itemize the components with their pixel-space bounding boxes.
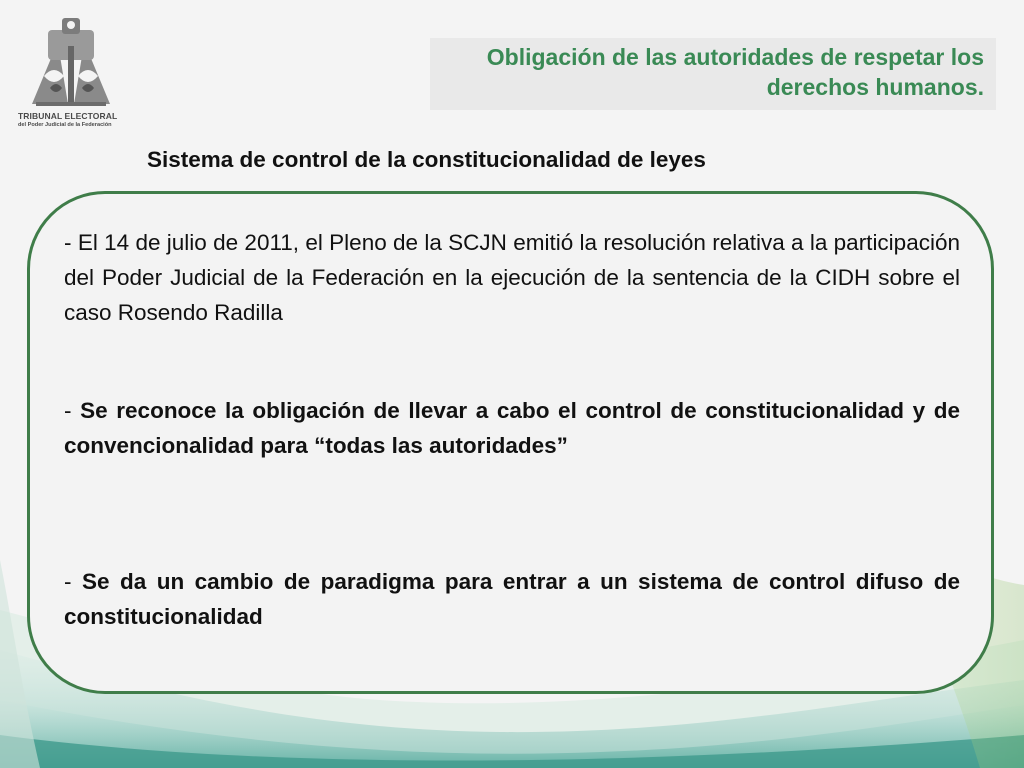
tribunal-logo bbox=[18, 16, 128, 131]
bullet-dash: - bbox=[64, 230, 72, 255]
bullet-dash: - bbox=[64, 398, 72, 423]
bullet-dash: - bbox=[64, 569, 72, 594]
bullet-text: El 14 de julio de 2011, el Pleno de la SCJN emitió la resolución relativa a la participación del Poder Judicial de la Federación en la ejecución de la sentencia de la CIDH sobre el caso Rosendo Radilla bbox=[64, 230, 960, 325]
slide-subtitle: Sistema de control de la constitucionalidad de leyes bbox=[147, 147, 706, 172]
bullet-point-2 bbox=[64, 393, 960, 463]
logo-text-line2: del Poder Judicial de la Federación bbox=[18, 122, 112, 128]
slide-title: Obligación de las autoridades de respetar los derechos humanos. bbox=[486, 44, 984, 100]
bullet-point-1 bbox=[64, 225, 960, 330]
logo-text-line1: TRIBUNAL ELECTORAL bbox=[18, 111, 118, 121]
bullet-text: Se reconoce la obligación de llevar a cabo el control de constitucionalidad y de convencionalidad para “todas las autoridades” bbox=[64, 398, 960, 458]
scales-of-justice-icon bbox=[26, 16, 116, 108]
bullet-text: Se da un cambio de paradigma para entrar a un sistema de control difuso de constitucionalidad bbox=[64, 569, 960, 629]
title-box bbox=[430, 38, 996, 110]
bullet-point-3 bbox=[64, 564, 960, 634]
